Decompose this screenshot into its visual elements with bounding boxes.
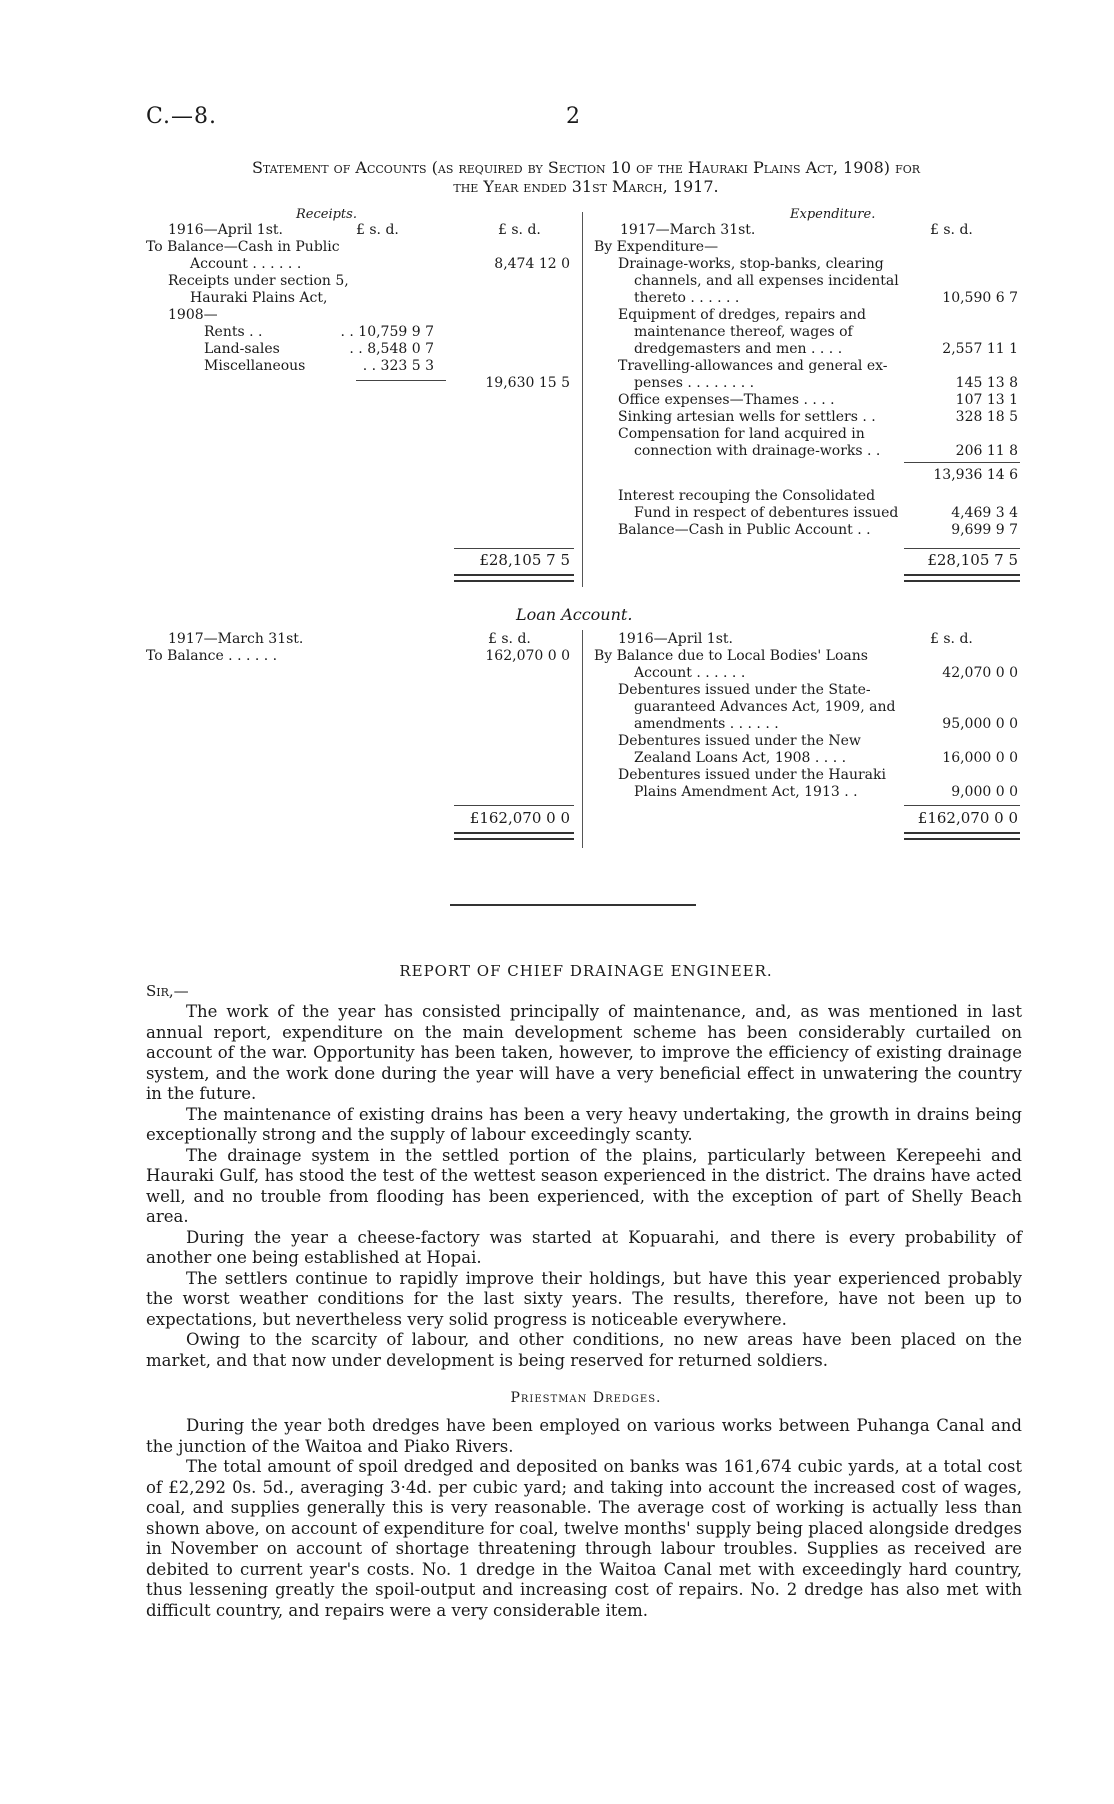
receipts-item-label: Land-sales [204, 341, 280, 357]
page-number: 2 [566, 104, 581, 129]
expenditure-date: 1917—March 31st. [620, 222, 756, 238]
loan-item-line: Debentures issued under the New [618, 733, 861, 749]
report-paragraph: Owing to the scarcity of labour, and other conditions, no new areas have been placed on the market, and that now under development is being reserved for returned soldiers. [146, 1330, 1022, 1370]
loan-left-cols: £ s. d. [488, 631, 531, 647]
receipts-item-amount: . . 323 5 3 [362, 358, 434, 374]
receipts-item-label: Miscellaneous [204, 358, 306, 374]
report-paragraph: The work of the year has consisted principally of maintenance, and, as was mentioned in last annual report, expenditure on the main development scheme has been considerably curtailed on account of the war. Opportunity has been taken, however, to improve the efficiency of existing drainage system, and the work done during the year will have a very beneficial effect in unwatering the country in the future. [146, 1002, 1022, 1103]
loan-heading: Loan Account. [516, 605, 633, 624]
loan-right-double-rule [904, 832, 1020, 840]
expenditure-subtotal: 13,936 14 6 [933, 467, 1018, 483]
loan-left-total: £162,070 0 0 [469, 809, 570, 827]
expenditure-item-line: Equipment of dredges, repairs and [618, 307, 867, 323]
dredges-body [146, 1416, 1022, 1621]
receipts-date: 1916—April 1st. [168, 222, 283, 238]
receipts-balance-amount: 8,474 12 0 [494, 256, 570, 272]
loan-item-line: guaranteed Advances Act, 1909, and [634, 699, 896, 715]
receipts-col-lsd-2: £ s. d. [498, 222, 541, 238]
expenditure-item-line: penses . . . . . . . . [634, 375, 755, 391]
receipts-line: To Balance—Cash in Public [146, 239, 340, 255]
page-reference: C.—8. [146, 104, 218, 129]
loan-right-total: £162,070 0 0 [917, 809, 1018, 827]
expenditure-item-line: channels, and all expenses incidental [634, 273, 899, 289]
loan-item-line: Debentures issued under the Hauraki [618, 767, 886, 783]
section-divider [450, 904, 696, 906]
expenditure-item-line: Office expenses—Thames . . . . [618, 392, 835, 408]
statement-subtitle: the Year ended 31st March, 1917. [453, 177, 719, 196]
expenditure-item-amount: 328 18 5 [955, 409, 1018, 425]
expenditure-interest-line: Interest recouping the Consolidated [618, 488, 876, 504]
expenditure-balance-line: Balance—Cash in Public Account . . [618, 522, 871, 538]
receipts-rule [356, 380, 446, 381]
receipts-heading: Receipts. [296, 207, 357, 222]
loan-item-line: Plains Amendment Act, 1913 . . [634, 784, 858, 800]
dredges-title: Priestman Dredges. [510, 1390, 662, 1406]
receipts-line: Account . . . . . . [190, 256, 302, 272]
expenditure-item-line: connection with drainage-works . . [634, 443, 881, 459]
receipts-total-rule [454, 548, 574, 549]
receipts-item-label: Rents . . [204, 324, 263, 340]
loan-left-line: To Balance . . . . . . [146, 648, 278, 664]
expenditure-item-amount: 206 11 8 [955, 443, 1018, 459]
account-divider [582, 212, 583, 587]
dredges-paragraph: During the year both dredges have been employed on various works between Puhanga Canal and the junction of the Waitoa and Piako Rivers. [146, 1416, 1022, 1456]
statement-title: Statement of Accounts (as required by Section 10 of the Hauraki Plains Act, 1908) for [251, 158, 921, 177]
expenditure-item-line: dredgemasters and men . . . . [634, 341, 843, 357]
report-body [146, 1002, 1022, 1371]
report-title: REPORT OF CHIEF DRAINAGE ENGINEER. [399, 962, 773, 980]
report-paragraph: The drainage system in the settled portion of the plains, particularly between Kerepeehi and Hauraki Gulf, has stood the test of the wettest season experienced in the district. The drains have acted well, and no trouble from flooding has been experienced, with the exception of part of Shelly Beach area. [146, 1145, 1022, 1226]
report-paragraph: The maintenance of existing drains has been a very heavy undertaking, the growth in drains being exceptionally strong and the supply of labour exceedingly scanty. [146, 1104, 1022, 1144]
receipts-subtotal: 19,630 15 5 [485, 375, 570, 391]
expenditure-total: £28,105 7 5 [927, 551, 1018, 569]
report-paragraph: During the year a cheese-factory was started at Kopuarahi, and there is every probability of another one being established at Hopai. [146, 1227, 1022, 1267]
loan-item-line: amendments . . . . . . [634, 716, 779, 732]
receipts-double-rule [454, 574, 574, 582]
loan-divider [582, 630, 583, 848]
loan-right-date: 1916—April 1st. [618, 631, 733, 647]
expenditure-item-line: Sinking artesian wells for settlers . . [618, 409, 876, 425]
loan-left-amount: 162,070 0 0 [485, 648, 570, 664]
receipts-item-amount: . . 8,548 0 7 [349, 341, 434, 357]
expenditure-item-amount: 107 13 1 [955, 392, 1018, 408]
expenditure-balance-amount: 9,699 9 7 [951, 522, 1018, 538]
receipts-col-lsd-1: £ s. d. [356, 222, 399, 238]
loan-right-total-rule [904, 805, 1020, 806]
expenditure-total-rule [904, 548, 1020, 549]
expenditure-item-line: Compensation for land acquired in [618, 426, 865, 442]
receipts-line: Receipts under section 5, [168, 273, 349, 289]
loan-item-line: By Balance due to Local Bodies' Loans [594, 648, 868, 664]
expenditure-rule [904, 462, 1020, 463]
expenditure-interest-line: Fund in respect of debentures issued [634, 505, 899, 521]
expenditure-heading: Expenditure. [790, 207, 876, 222]
loan-right-cols: £ s. d. [930, 631, 973, 647]
loan-item-amount: 95,000 0 0 [942, 716, 1018, 732]
expenditure-by-line: By Expenditure— [594, 239, 719, 255]
expenditure-double-rule [904, 574, 1020, 582]
expenditure-item-amount: 145 13 8 [955, 375, 1018, 391]
receipts-item-amount: . . 10,759 9 7 [340, 324, 434, 340]
loan-left-double-rule [454, 832, 574, 840]
report-paragraph: The settlers continue to rapidly improve their holdings, but have this year experienced probably the worst weather conditions for the last sixty years. The results, therefore, have not been up to expectations, but nevertheless very solid progress is noticeable everywhere. [146, 1268, 1022, 1329]
loan-item-amount: 9,000 0 0 [951, 784, 1018, 800]
loan-left-date: 1917—March 31st. [168, 631, 304, 647]
loan-item-line: Account . . . . . . [634, 665, 746, 681]
dredges-paragraph: The total amount of spoil dredged and deposited on banks was 161,674 cubic yards, at a total cost of £2,292 0s. 5d., averaging 3·4d. per cubic yard; and taking into account the increased cost of wages, coal, and supplies generally this is very reasonable. The average cost of working is actually less than shown above, on account of expenditure for coal, twelve months' supply being placed alongside dredges in November on account of shortage threatening through labour troubles. Supplies as received are debited to current year's costs. No. 1 dredge in the Waitoa Canal met with exceedingly hard country, thus lessening greatly the spoil-output and increasing cost of repairs. No. 2 dredge has also met with difficult country, and repairs were a very considerable item. [146, 1457, 1022, 1620]
expenditure-item-line: maintenance thereof, wages of [634, 324, 853, 340]
expenditure-item-line: thereto . . . . . . [634, 290, 740, 306]
receipts-total: £28,105 7 5 [479, 551, 570, 569]
loan-left-total-rule [454, 805, 574, 806]
expenditure-item-amount: 10,590 6 7 [942, 290, 1018, 306]
loan-item-line: Zealand Loans Act, 1908 . . . . [634, 750, 847, 766]
loan-item-amount: 42,070 0 0 [942, 665, 1018, 681]
loan-item-line: Debentures issued under the State- [618, 682, 871, 698]
report-salutation: Sir,— [146, 982, 189, 1000]
loan-item-amount: 16,000 0 0 [942, 750, 1018, 766]
receipts-line: 1908— [168, 307, 218, 323]
expenditure-item-line: Travelling-allowances and general ex- [618, 358, 888, 374]
expenditure-item-line: Drainage-works, stop-banks, clearing [618, 256, 884, 272]
expenditure-interest-amount: 4,469 3 4 [951, 505, 1018, 521]
receipts-line: Hauraki Plains Act, [190, 290, 328, 306]
expenditure-col-lsd: £ s. d. [930, 222, 973, 238]
expenditure-item-amount: 2,557 11 1 [942, 341, 1018, 357]
